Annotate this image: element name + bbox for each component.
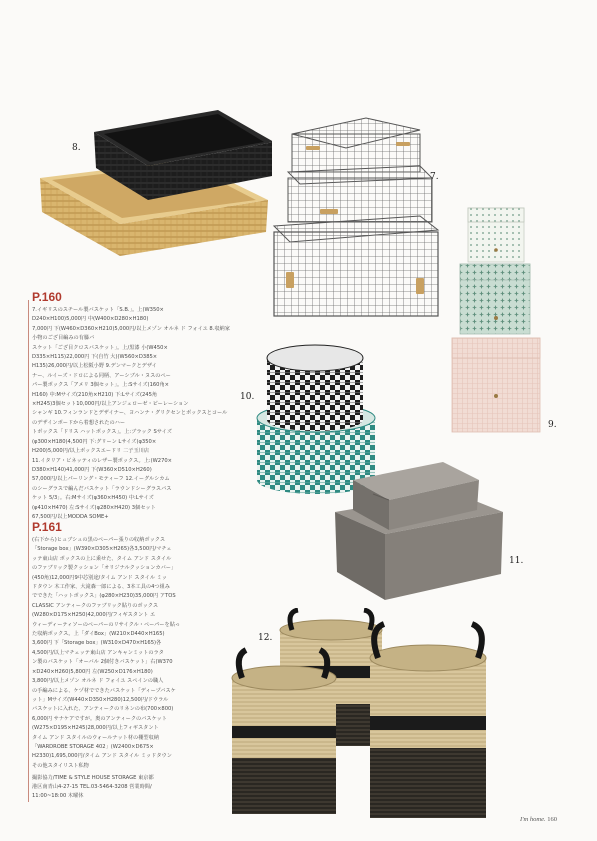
wire-baskets-image	[270, 116, 440, 322]
body-line: の手編みによる、ケヅ材でできたバスケット「ディープバスケ	[32, 687, 176, 694]
body-line: 「WARDROBE STORAGE 402」(W2400×D675×	[32, 743, 154, 750]
credit-line: 撮影協力/TIME & STYLE HOUSE STORAGE 東京都	[32, 775, 154, 781]
item-label-11: 11.	[509, 556, 524, 566]
item-label-10: 10.	[240, 392, 255, 402]
body-line: CLASSIC アンティークのファブリック貼りのボックス	[32, 602, 159, 609]
credit-line: 11:00~18:00 木曜休	[32, 793, 84, 799]
body-line: タイム アンド スタイルのウォールナット材の棚型収納	[32, 734, 159, 741]
body-line: 7.イギリスのスチール製バスケット「S.B.」。上(W350×	[32, 307, 164, 313]
section-heading: P.161	[32, 520, 62, 534]
item-label-7: 7.	[430, 172, 439, 182]
magazine-name: I'm home.	[520, 816, 546, 823]
body-line: でできた「ハットボックス」(φ280×H230)35,000円 アTOS	[32, 593, 176, 600]
body-line: H135)26,000円/以上松阪小野 9.デンマークとデザイ	[32, 363, 157, 370]
body-line: ドタウン 木工作家、大滝森一郎による、3本工具の4つ組み	[32, 584, 170, 591]
body-line: 3,600円 下「Storage box」(W310×D470×H165)各	[32, 640, 162, 647]
body-line: (W275×D195×H245)28,000円/以上フィギスタント	[32, 725, 159, 732]
body-line: ケット 5/3」。右:Mサイズ(φ360×H450) 中:Lサイズ	[32, 495, 154, 502]
product-9-paper-boxes	[450, 206, 542, 434]
product-11-leather-boxes	[333, 454, 505, 602]
body-line: 4,500円/以上マチェッテ東山店 アンキャンミットのラタ	[32, 649, 164, 656]
body-line: た収納ボックス。上「ダイBox」(W210×D440×H165)	[32, 631, 165, 638]
section-body	[32, 536, 232, 771]
body-line: H160) 中:Mサイズ(210角×H210) 下:Lサイズ(245角	[32, 391, 158, 398]
body-line: のシーグラスで編んだバスケット「ラウンドシーグラスバス	[32, 485, 172, 492]
body-line: 67,500円/以上MODDA SOME+	[32, 513, 109, 520]
woven-trays-image	[36, 108, 272, 258]
section-p160	[32, 290, 232, 522]
body-line: ×D240×H260)5,800円 左(W250×D176×H180)	[32, 668, 153, 675]
body-line: 「Storage box」(W390×D305×H265)各3,500円/マチェ	[32, 546, 172, 553]
body-line: ナー、ルイーズ・ドロによる同柄、アーシブル・ヌスのペー	[32, 372, 171, 379]
body-line: D240×H100)5,000円 中(W400×D280×H180)	[32, 316, 149, 323]
item-label-12: 12.	[258, 633, 273, 643]
body-line: (φ300×H180)4,500円 下:グリーン Lサイズ(φ350×	[32, 438, 157, 445]
paper-boxes-image	[450, 206, 542, 434]
body-line: ウィーディーティソーのペーパーのリサイクル・ペーパーを貼っ	[32, 621, 181, 628]
body-line: シャンギ 10.フィンランドとデザイナー、ヨハンナ・グリクセンとボックスとコールのデザインボードから着想されたのハー	[32, 410, 228, 426]
body-line: ット」Mサイズ(W440×D350×H280)12,500円/ドウラル	[32, 696, 169, 703]
body-line: D380×H140)41,000円 下(W360×D510×H260)	[32, 466, 152, 473]
item-label-8: 8.	[72, 143, 81, 153]
body-line: (φ410×H470) 左:Sサイズ(φ280×H420) 3個セット	[32, 504, 156, 511]
body-line: H2330)1,695,000円/タイム アンド スタイル ミッドタウン	[32, 753, 172, 760]
item-label-9: 9.	[548, 420, 557, 430]
body-line: トボックス「ドリス ハットボックス」。上:ブラック Sサイズ	[32, 429, 172, 436]
body-line: (450角)12,000円9中芯別途/タイム アンド スタイル ミッ	[32, 574, 167, 581]
page-folio	[520, 816, 557, 823]
body-line: (右下から)ヒュブシュの黒のペーパー張りの収納ボックス	[32, 537, 166, 543]
section-heading: P.160	[32, 290, 62, 304]
body-line: バスケットに入れた、アンティークのリネンの布(700×800)	[32, 706, 174, 713]
body-line: ッテ東山店 ボックスの上に乗せた、タイム アンド スタイル	[32, 555, 172, 562]
body-line: ン製のバスケット「オーバル 2個付きバスケット」右(W370	[32, 659, 173, 666]
body-line: ×H245)3個セット10,000円/以上アンジェローゼ・ピーレーション	[32, 401, 189, 408]
body-line: パー製ボックス「アメリ 3個セット」。上:Sサイズ(160角×	[32, 382, 170, 389]
page-number: 160	[547, 816, 557, 823]
credit-line: 港区南青山4-27-15 TEL.03-5464-3208 営業時間/	[32, 784, 152, 790]
section-body	[32, 306, 232, 522]
shooting-credit	[32, 774, 232, 801]
product-7-wire-baskets	[270, 116, 440, 322]
body-line: 57,000円/以上パーリング・モティーフ 12.イーグルシカム	[32, 476, 170, 483]
product-8-baskets	[36, 108, 272, 258]
body-line: H200)5,000円/以上ボックスエードリ 二子玉川店	[32, 448, 150, 455]
body-line: 3,800円/以上メゾン オルネ ド フォイユ スペインの職人	[32, 678, 164, 685]
body-line: 7,000円 下(W460×D360×H210)5,000円/以上メゾン オルネ ド フォイユ 8.収納家小物のござ目編みの有籐バ	[32, 325, 230, 342]
section-p161	[32, 520, 232, 771]
leather-boxes-image	[333, 454, 505, 602]
body-line: 11.イタリア・ビネッティのレザー製ボックス。上:(W270×	[32, 457, 173, 464]
body-line: スケット「ござ目クロスバスケット」。上/黒漆 小(W450×	[32, 344, 168, 351]
body-line: 6,000円 サナケアですが。奥のアンティークのバスケット	[32, 715, 167, 722]
body-line: (W280×D175×H250)42,000円/フィギスタント エ	[32, 612, 156, 619]
body-line: その他スタイリスト私物	[32, 762, 89, 769]
body-line: のファブリック製クッション「オリジナルクッションカバー」	[32, 565, 177, 572]
column-divider	[28, 300, 29, 802]
body-line: D335×H115)22,000円 下(自竹 大)(W560×D385×	[32, 354, 158, 361]
